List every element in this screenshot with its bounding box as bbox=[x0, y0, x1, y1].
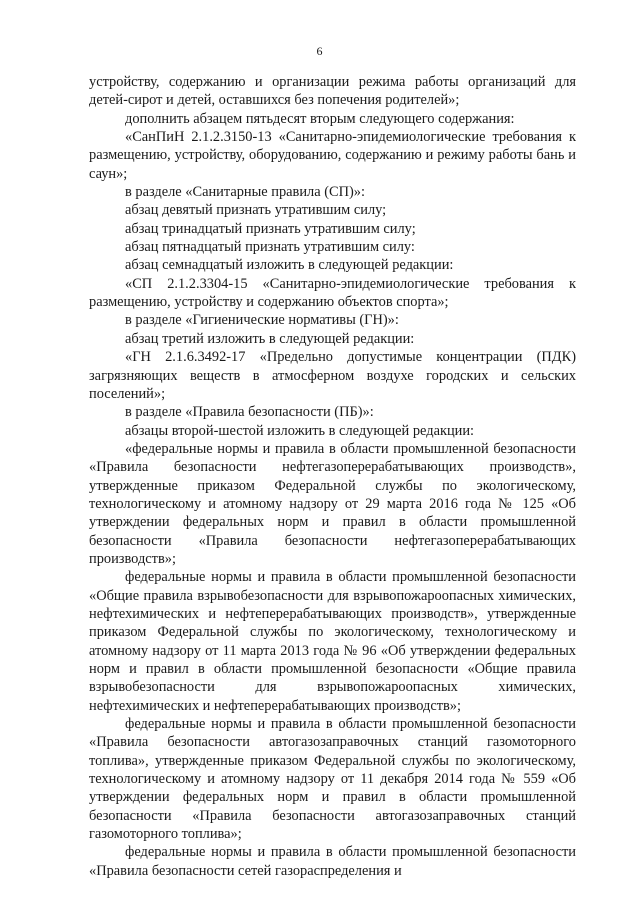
paragraph-1: устройству, содержанию и организации режима работы организаций для детей-сирот и детей, оставшихся без попечения родителей»; bbox=[89, 74, 576, 109]
paragraph-18: федеральные нормы и правила в области промышленной безопасности «Правила безопасности сетей газораспределения и bbox=[89, 844, 576, 879]
paragraph-12: «ГН 2.1.6.3492-17 «Предельно допустимые концентрации (ПДК) загрязняющих веществ в атмосферном воздухе городских и сельских поселений»; bbox=[89, 349, 576, 402]
paragraph-9: «СП 2.1.2.3304-15 «Санитарно-эпидемиологические требования к размещению, устройству и содержанию объектов спорта»; bbox=[89, 275, 576, 311]
paragraph-13: в разделе «Правила безопасности (ПБ)»: bbox=[125, 404, 374, 421]
paragraph-16: федеральные нормы и правила в области промышленной безопасности «Общие правила взрывобезопасности для взрывопожароопасных химических, нефтехимических и нефтеперерабатывающих производств», утвержденные приказом Федеральной службы по экологическому, технологическому и атомному надзору от 11 марта 2013 года № 96 «Об утверждении федеральных норм и правил в области промышленной безопасности «Общие правила взрывобезопасности для взрывопожароопасных химических, нефтехимических и нефтеперерабатывающих производств»; bbox=[89, 569, 576, 714]
paragraph-3: «СанПиН 2.1.2.3150-13 «Санитарно-эпидемиологические требования к размещению, устройству, оборудованию, содержанию и режиму работы бань и саун»; bbox=[89, 129, 576, 182]
paragraph-7: абзац пятнадцатый признать утратившим силу: bbox=[125, 239, 415, 256]
paragraph-6: абзац тринадцатый признать утратившим силу; bbox=[125, 220, 416, 237]
paragraph-17: федеральные нормы и правила в области промышленной безопасности «Правила безопасности автогазозаправочных станций газомоторного топлива», утвержденные приказом Федеральной службы по экологическому, технологическому и атомному надзору от 11 декабря 2014 года № 559 «Об утверждении федеральных норм и правил в области промышленной безопасности «Правила безопасности автогазозаправочных станций газомоторного топлива»; bbox=[89, 716, 576, 843]
paragraph-10: в разделе «Гигиенические нормативы (ГН)»: bbox=[125, 312, 399, 329]
paragraph-15: «федеральные нормы и правила в области промышленной безопасности «Правила безопасности нефтегазоперерабатывающих производств», утвержденные приказом Федеральной службы по экологическому, технологическому и атомному надзору от 29 марта 2016 года № 125 «Об утверждении федеральных норм и правил в области промышленной безопасности «Правила безопасности нефтегазоперерабатывающих производств»; bbox=[89, 440, 576, 567]
document-body bbox=[89, 73, 576, 880]
paragraph-11: абзац третий изложить в следующей редакции: bbox=[125, 330, 415, 347]
paragraph-8: абзац семнадцатый изложить в следующей редакции: bbox=[125, 257, 454, 274]
paragraph-5: абзац девятый признать утратившим силу; bbox=[125, 202, 387, 219]
page-number: 6 bbox=[316, 44, 323, 58]
paragraph-2: дополнить абзацем пятьдесят вторым следующего содержания: bbox=[125, 110, 515, 127]
paragraph-14: абзацы второй-шестой изложить в следующей редакции: bbox=[125, 422, 475, 439]
paragraph-4: в разделе «Санитарные правила (СП)»: bbox=[125, 184, 365, 201]
